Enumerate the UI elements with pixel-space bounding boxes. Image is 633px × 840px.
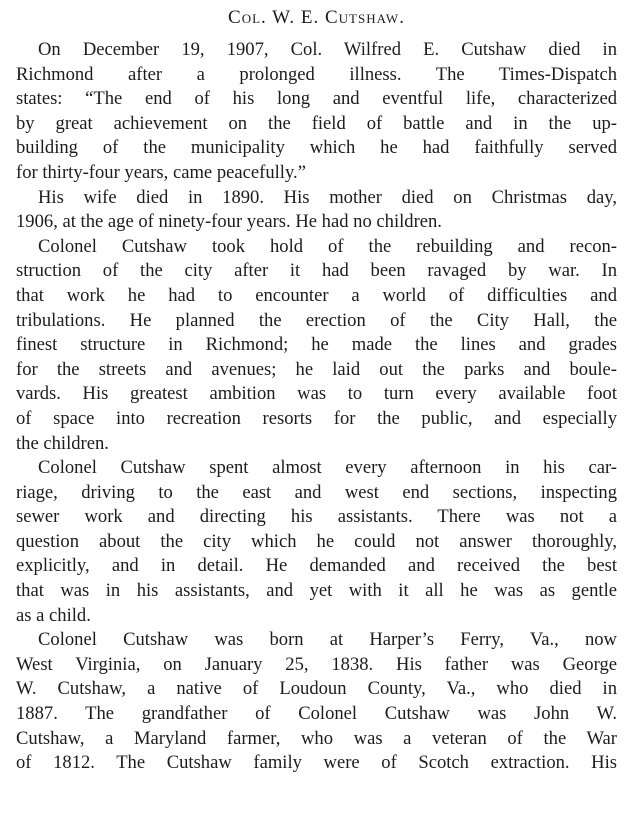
text-line: that was in his assistants, and yet with it all he was as gentle bbox=[16, 580, 617, 602]
text-line: of space into recreation resorts for the public, and especially bbox=[16, 407, 617, 429]
paragraph bbox=[16, 186, 617, 235]
text-line: W. Cutshaw, a native of Loudoun County, Va., who died in bbox=[16, 678, 617, 700]
paragraph bbox=[16, 38, 617, 186]
text-line: His wife died in 1890. His mother died on Christmas day, bbox=[38, 186, 617, 208]
text-line: by great achievement on the field of battle and in the up- bbox=[16, 112, 617, 134]
page bbox=[16, 6, 617, 776]
paragraph bbox=[16, 456, 617, 628]
text-line: Colonel Cutshaw spent almost every afternoon in his car- bbox=[38, 457, 617, 479]
text-line: Cutshaw, a Maryland farmer, who was a veteran of the War bbox=[16, 727, 617, 749]
text-line: Colonel Cutshaw took hold of the rebuilding and recon- bbox=[38, 235, 617, 257]
article-body bbox=[16, 38, 617, 776]
text-line: that work he had to encounter a world of difficulties and bbox=[16, 284, 617, 306]
text-line: 1906, at the age of ninety-four years. He had no children. bbox=[16, 211, 442, 233]
text-line: question about the city which he could not answer thoroughly, bbox=[16, 530, 617, 552]
text-line: of 1812. The Cutshaw family were of Scotch extraction. His bbox=[16, 752, 617, 774]
paragraph bbox=[16, 628, 617, 776]
text-line: states: “The end of his long and eventful life, characterized bbox=[16, 88, 617, 110]
text-line: On December 19, 1907, Col. Wilfred E. Cutshaw died in bbox=[38, 39, 617, 60]
text-line: tribulations. He planned the erection of the City Hall, the bbox=[16, 309, 617, 331]
text-line: explicitly, and in detail. He demanded and received the best bbox=[16, 555, 617, 577]
text-line: Richmond after a prolonged illness. The Times-Dispatch bbox=[16, 63, 617, 85]
text-line: 1887. The grandfather of Colonel Cutshaw was John W. bbox=[16, 703, 617, 725]
text-line: the children. bbox=[16, 432, 109, 454]
text-line: vards. His greatest ambition was to turn every available foot bbox=[16, 383, 617, 405]
text-line: Colonel Cutshaw was born at Harper’s Ferry, Va., now bbox=[38, 629, 617, 651]
text-line: building of the municipality which he had faithfully served bbox=[16, 137, 617, 159]
text-line: riage, driving to the east and west end sections, inspecting bbox=[16, 481, 617, 503]
text-line: as a child. bbox=[16, 604, 91, 626]
text-line: struction of the city after it had been ravaged by war. In bbox=[16, 260, 617, 282]
text-line: for thirty-four years, came peacefully.” bbox=[16, 161, 306, 183]
text-line: sewer work and directing his assistants. There was not a bbox=[16, 506, 617, 528]
text-line: finest structure in Richmond; he made the lines and grades bbox=[16, 334, 617, 356]
article-title: Col. W. E. Cutshaw. bbox=[228, 7, 405, 28]
text-line: West Virginia, on January 25, 1838. His father was George bbox=[16, 653, 617, 675]
text-line: for the streets and avenues; he laid out the parks and boule- bbox=[16, 358, 617, 380]
paragraph bbox=[16, 235, 617, 456]
